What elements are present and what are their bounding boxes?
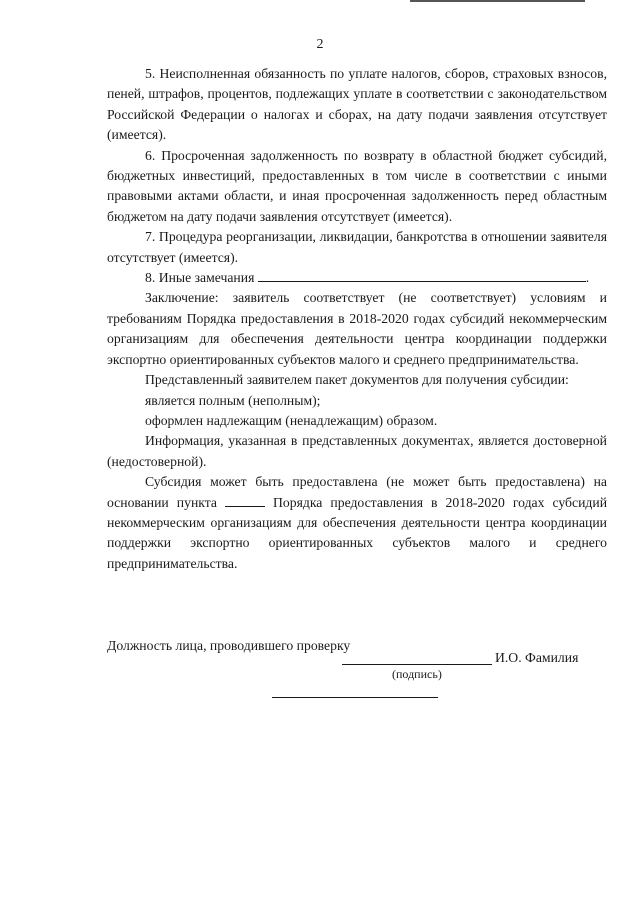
information-reliability-paragraph: Информация, указанная в представленных документах, является достоверной (недостоверной).: [107, 433, 607, 469]
document-body: [107, 64, 607, 574]
conclusion-paragraph: Заключение: заявитель соответствует (не соответствует) условиям и требованиям Порядка предоставления в 2018-2020 годах субсидий некоммерческим организациям для обеспечения деятельности центра координации поддержки экспортно ориентированных субъектов малого и среднего предпринимательства.: [107, 290, 607, 367]
other-remarks-blank: [258, 269, 586, 282]
signature-line: [342, 664, 492, 665]
subsidy-decision-paragraph: [107, 472, 607, 574]
page-number: 2: [316, 37, 324, 52]
paragraph-7: 7. Процедура реорганизации, ликвидации, банкротства в отношении заявителя отсутствует (имеется).: [107, 229, 607, 265]
other-remarks-period: .: [585, 270, 590, 286]
subsidy-decision-start: Субсидия может быть предоставлена (не может быть предоставлена) на основании пункта: [107, 474, 607, 510]
subsidy-decision-end: Порядка предоставления в 2018-2020 годах субсидий некоммерческим организациям для обеспечения деятельности центра координации поддержки экспортно ориентированных субъектов малого и среднего предпринимательства.: [107, 494, 608, 571]
top-edge-mark: [410, 0, 585, 2]
package-completeness: является полным (неполным);: [145, 392, 321, 408]
document-package-paragraph: Представленный заявителем пакет документов для получения субсидии:: [145, 372, 569, 388]
inspector-name: И.О. Фамилия: [495, 650, 579, 665]
inspector-position: Должность лица, проводившего проверку: [107, 638, 351, 653]
signature-block: [107, 637, 607, 697]
package-formatting: оформлен надлежащим (ненадлежащим) образом.: [145, 412, 438, 428]
paragraph-6: 6. Просроченная задолженность по возврату в областной бюджет субсидий, бюджетных инвестиций, предоставленных в том числе в соответствии с иными правовыми актами области, и иная просроченная задолженность перед областным бюджетом на дату подачи заявления отсутствует (имеется).: [107, 147, 607, 224]
paragraph-5: 5. Неисполненная обязанность по уплате налогов, сборов, страховых взносов, пеней, штрафов, процентов, подлежащих уплате в соответствии с законодательством Российской Федерации о налогах и сборах, на дату подачи заявления отсутствует (имеется).: [107, 66, 607, 143]
end-of-document-rule: [272, 697, 438, 698]
clause-number-blank: [225, 494, 265, 507]
paragraph-8: [107, 268, 607, 288]
other-remarks-label: 8. Иные замечания: [145, 270, 255, 286]
signature-caption: (подпись): [392, 667, 442, 681]
